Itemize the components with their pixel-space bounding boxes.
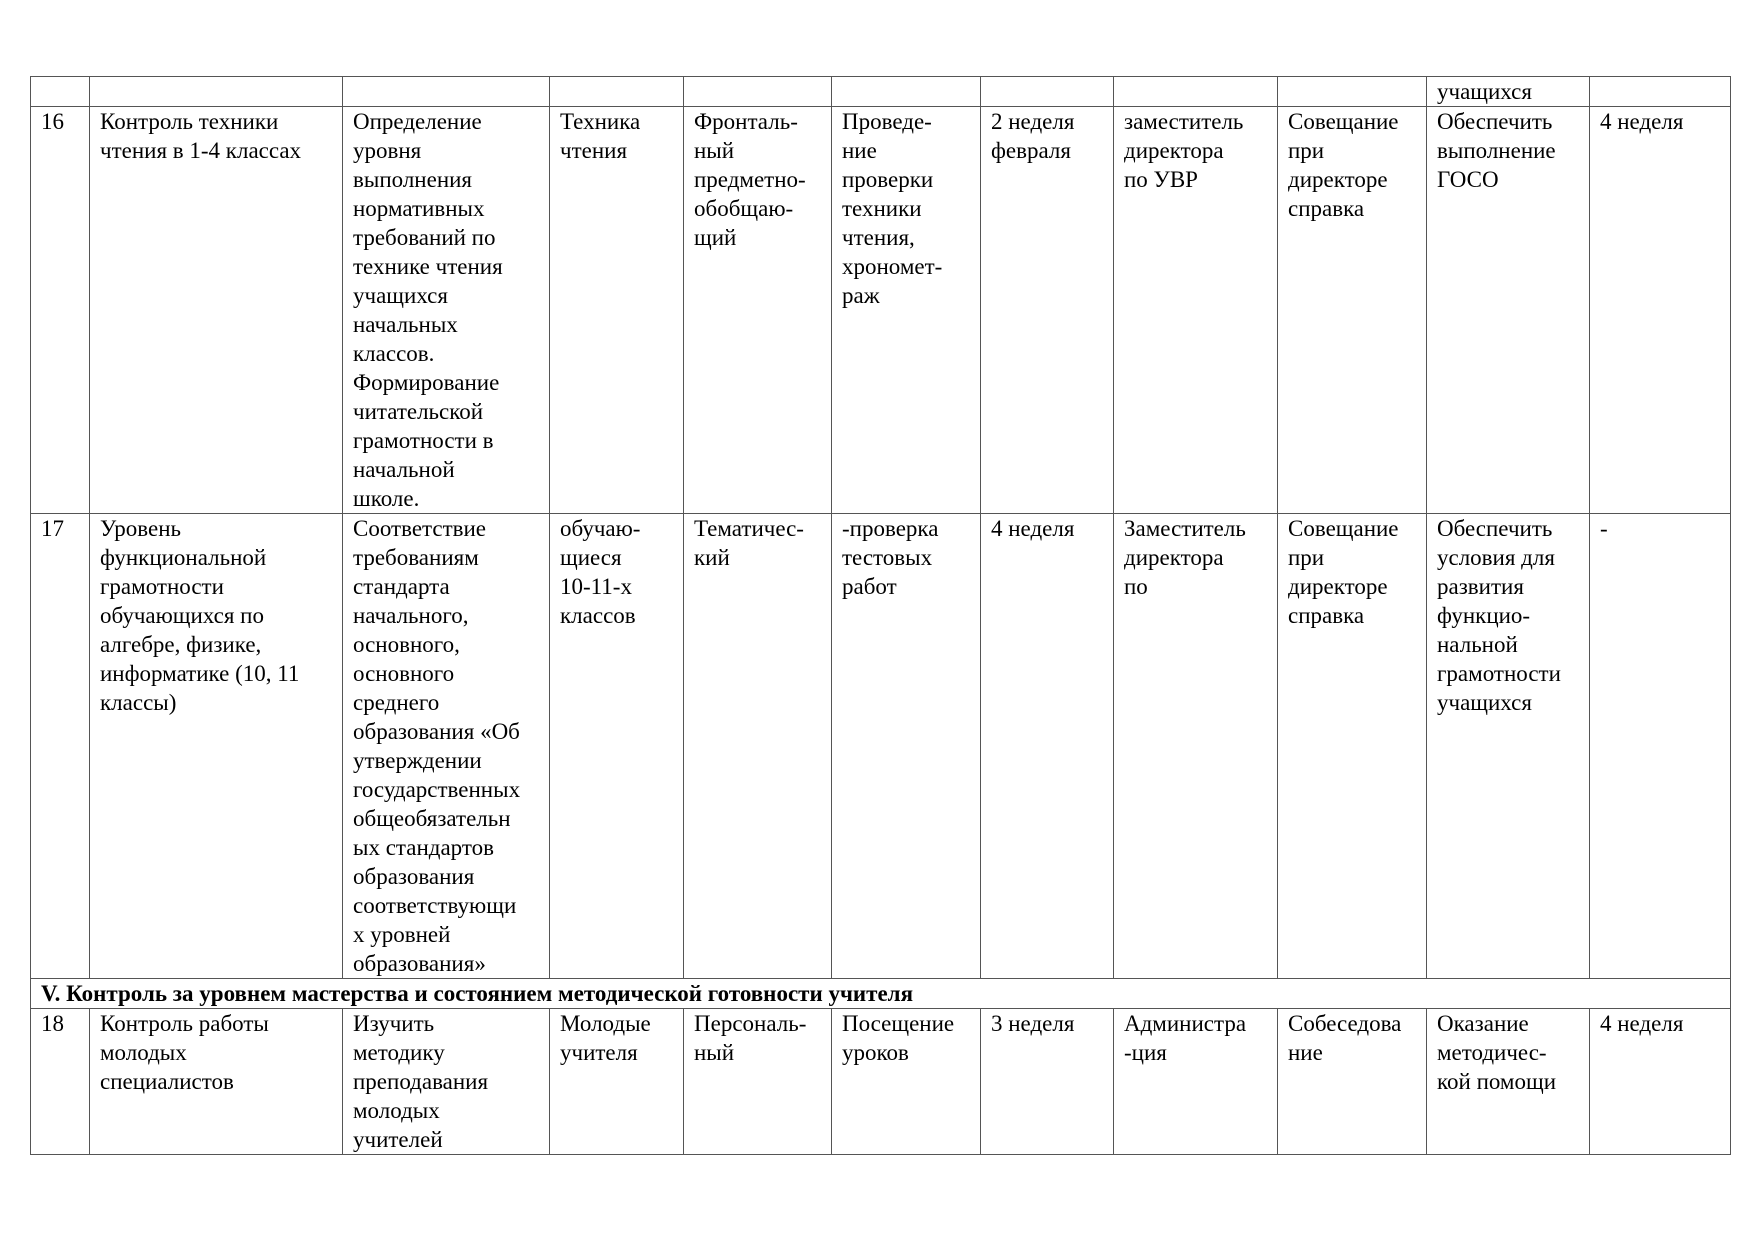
control-result: Совещание при директоре справка bbox=[1278, 107, 1427, 514]
control-result: Собеседова ние bbox=[1278, 1009, 1427, 1155]
control-type: Персональ- ный bbox=[684, 1009, 832, 1155]
control-deadline: 4 неделя bbox=[981, 514, 1114, 979]
control-plan-table bbox=[30, 76, 1731, 1155]
control-goal: Определение уровня выполнения нормативных требований по технике чтения учащихся начальных классов. Формирование читательской грамотности в начальной школе. bbox=[343, 107, 550, 514]
row-number: 18 bbox=[31, 1009, 90, 1155]
control-goal: Изучить методику преподавания молодых учителей bbox=[343, 1009, 550, 1155]
control-topic: Уровень функциональной грамотности обучающихся по алгебре, физике, информатике (10, 11 классы) bbox=[90, 514, 343, 979]
control-object: обучаю- щиеся 10-11-х классов bbox=[550, 514, 684, 979]
table-cell bbox=[832, 77, 981, 107]
control-responsible: Заместитель директора по bbox=[1114, 514, 1278, 979]
table-cell bbox=[981, 77, 1114, 107]
table-cell bbox=[31, 77, 90, 107]
control-decision: Обеспечить условия для развития функцио- нальной грамотности учащихся bbox=[1427, 514, 1590, 979]
control-method: Посещение уроков bbox=[832, 1009, 981, 1155]
table-cell bbox=[1278, 77, 1427, 107]
control-type: Фронталь- ный предметно- обобщаю- щий bbox=[684, 107, 832, 514]
table-cell bbox=[1114, 77, 1278, 107]
control-decision: Оказание методичес- кой помощи bbox=[1427, 1009, 1590, 1155]
control-topic: Контроль работы молодых специалистов bbox=[90, 1009, 343, 1155]
control-object: Техника чтения bbox=[550, 107, 684, 514]
control-decision: Обеспечить выполнение ГОСО bbox=[1427, 107, 1590, 514]
table-cell bbox=[550, 77, 684, 107]
control-review: - bbox=[1590, 514, 1731, 979]
control-type: Тематичес- кий bbox=[684, 514, 832, 979]
row-number: 17 bbox=[31, 514, 90, 979]
control-method: -проверка тестовых работ bbox=[832, 514, 981, 979]
table-row-16 bbox=[31, 107, 1731, 514]
table-cell bbox=[90, 77, 343, 107]
table-cell bbox=[684, 77, 832, 107]
control-review: 4 неделя bbox=[1590, 107, 1731, 514]
control-result: Совещание при директоре справка bbox=[1278, 514, 1427, 979]
table-cell bbox=[1590, 77, 1731, 107]
control-topic: Контроль техники чтения в 1-4 классах bbox=[90, 107, 343, 514]
control-object: Молодые учителя bbox=[550, 1009, 684, 1155]
control-responsible: Администра -ция bbox=[1114, 1009, 1278, 1155]
control-deadline: 2 неделя февраля bbox=[981, 107, 1114, 514]
section-title: V. Контроль за уровнем мастерства и состоянием методической готовности учителя bbox=[31, 979, 1731, 1009]
table-row-continuation bbox=[31, 77, 1731, 107]
table-cell: учащихся bbox=[1427, 77, 1590, 107]
table-row-18 bbox=[31, 1009, 1731, 1155]
table-row-17 bbox=[31, 514, 1731, 979]
row-number: 16 bbox=[31, 107, 90, 514]
control-responsible: заместитель директора по УВР bbox=[1114, 107, 1278, 514]
control-goal: Соответствие требованиям стандарта начального, основного, основного среднего образования «Об утверждении государственных общеобязательн ых стандартов образования соответствующи х уровней образования» bbox=[343, 514, 550, 979]
control-deadline: 3 неделя bbox=[981, 1009, 1114, 1155]
control-method: Проведе- ние проверки техники чтения, хрономет- раж bbox=[832, 107, 981, 514]
control-review: 4 неделя bbox=[1590, 1009, 1731, 1155]
table-cell bbox=[343, 77, 550, 107]
section-heading-row bbox=[31, 979, 1731, 1009]
